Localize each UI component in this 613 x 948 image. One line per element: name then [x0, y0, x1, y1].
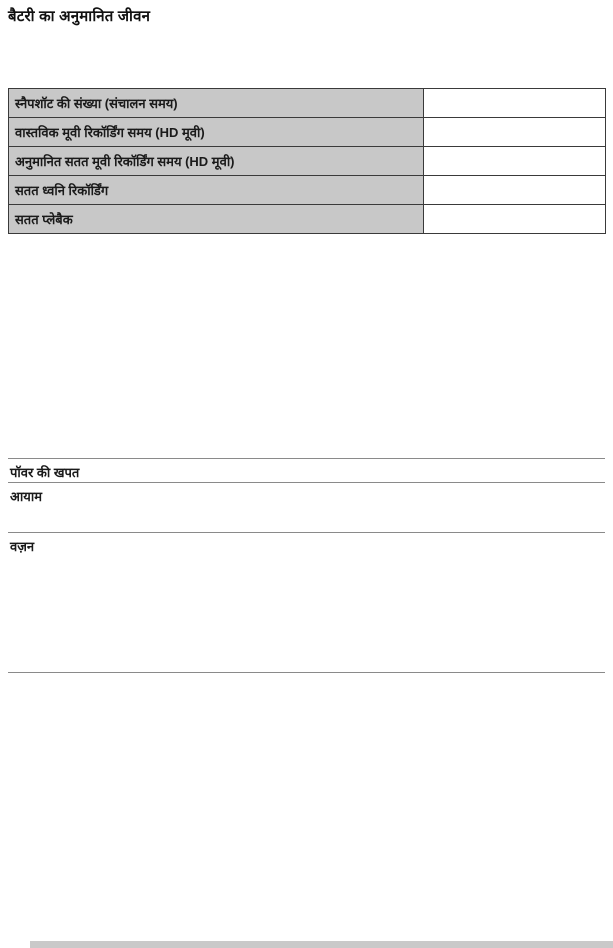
spec-row-power	[8, 458, 605, 482]
table-row	[9, 89, 606, 118]
spec-label: वज़न	[10, 539, 35, 554]
table-row	[9, 118, 606, 147]
table-row-value	[424, 176, 606, 205]
battery-life-table	[8, 88, 606, 234]
table-row-value	[424, 205, 606, 234]
spec-row-weight	[8, 532, 605, 672]
table-row-label: अनुमानित सतत मूवी रिकॉर्डिंग समय (HD मूवी)	[9, 147, 424, 176]
table-row-label: सतत प्लेबैक	[9, 205, 424, 234]
table-row-value	[424, 118, 606, 147]
table-row-label: वास्तविक मूवी रिकॉर्डिंग समय (HD मूवी)	[9, 118, 424, 147]
spec-label: पॉवर की खपत	[10, 465, 80, 480]
table-row	[9, 205, 606, 234]
section-divider	[8, 672, 605, 673]
table-row-label: स्नैपशॉट की संख्या (संचालन समय)	[9, 89, 424, 118]
specifications-list	[8, 458, 605, 673]
table-row	[9, 147, 606, 176]
table-row	[9, 176, 606, 205]
table-row-value	[424, 147, 606, 176]
spec-row-dimensions	[8, 482, 605, 532]
page-footer-bar	[30, 941, 613, 948]
page-title: बैटरी का अनुमानित जीवन	[8, 8, 151, 25]
spec-label: आयाम	[10, 489, 42, 504]
table-row-label: सतत ध्वनि रिकॉर्डिंग	[9, 176, 424, 205]
table-row-value	[424, 89, 606, 118]
